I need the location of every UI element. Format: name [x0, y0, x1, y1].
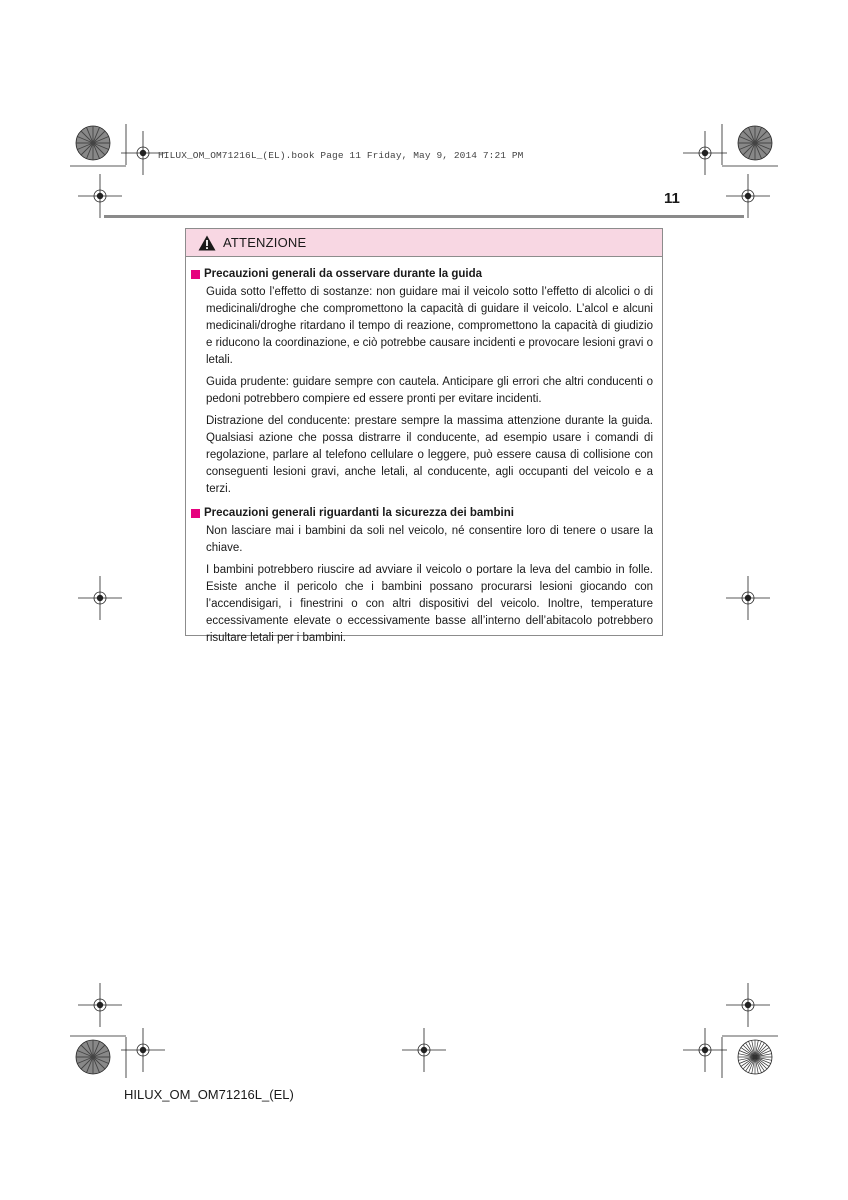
section-heading-text: Precauzioni generali riguardanti la sicurezza dei bambini — [204, 507, 514, 519]
warning-box — [185, 228, 663, 644]
section-heading — [191, 266, 653, 283]
pink-square-bullet-icon — [191, 270, 200, 279]
warning-title: ATTENZIONE — [223, 235, 307, 250]
paragraph: Guida prudente: guidare sempre con cautela. Anticipare gli errori che altri conducenti o pedoni potrebbero compiere ed essere pronti per evitare incidenti. — [206, 376, 653, 405]
paragraph: I bambini potrebbero riuscire ad avviare il veicolo o portare la leva del cambio in folle. Esiste anche il pericolo che i bambini possano procurarsi lesioni giocando con l’accendisigari, i finestrini o con altri dispositivi del veicolo. Inoltre, temperature eccessivamente elevate o eccessivamente basse all’interno dell’abitacolo potrebbero risultare letali per i bambini. — [206, 564, 653, 644]
paragraph: Distrazione del conducente: prestare sempre la massima attenzione durante la guida. Qualsiasi azione che possa distrarre il conducente, ad esempio usare i comandi di regolazione, parlare al telefono cellulare o leggere, può essere causa di collisione con conseguenti lesioni gravi, anche letali, al conducente, agli occupanti del veicolo e a terzi. — [206, 415, 653, 495]
paragraph: Guida sotto l’effetto di sostanze: non guidare mai il veicolo sotto l’effetto di alcolici o di medicinali/droghe che compromettono la capacità di guidare il veicolo. L’alcol e alcuni medicinali/droghe ritardano il tempo di reazione, compromettono la capacità di giudizio e riducono la coordinazione, e ciò potrebbe causare incidenti e provocare lesioni gravi o letali. — [206, 286, 653, 366]
paragraph: Non lasciare mai i bambini da soli nel veicolo, né consentire loro di tenere o usare la chiave. — [206, 525, 653, 554]
page-number: 11 — [664, 190, 680, 207]
section-heading-text: Precauzioni generali da osservare durante la guida — [204, 268, 483, 280]
footer-doc-code: HILUX_OM_OM71216L_(EL) — [124, 1087, 294, 1102]
print-info-header: HILUX_OM_OM71216L_(EL).book Page 11 Friday, May 9, 2014 7:21 PM — [158, 150, 524, 161]
section-heading — [191, 505, 653, 522]
pink-square-bullet-icon — [191, 509, 200, 518]
header-rule — [104, 215, 744, 218]
warning-content — [186, 257, 662, 647]
warning-header — [186, 229, 662, 257]
warning-triangle-icon — [198, 235, 216, 251]
